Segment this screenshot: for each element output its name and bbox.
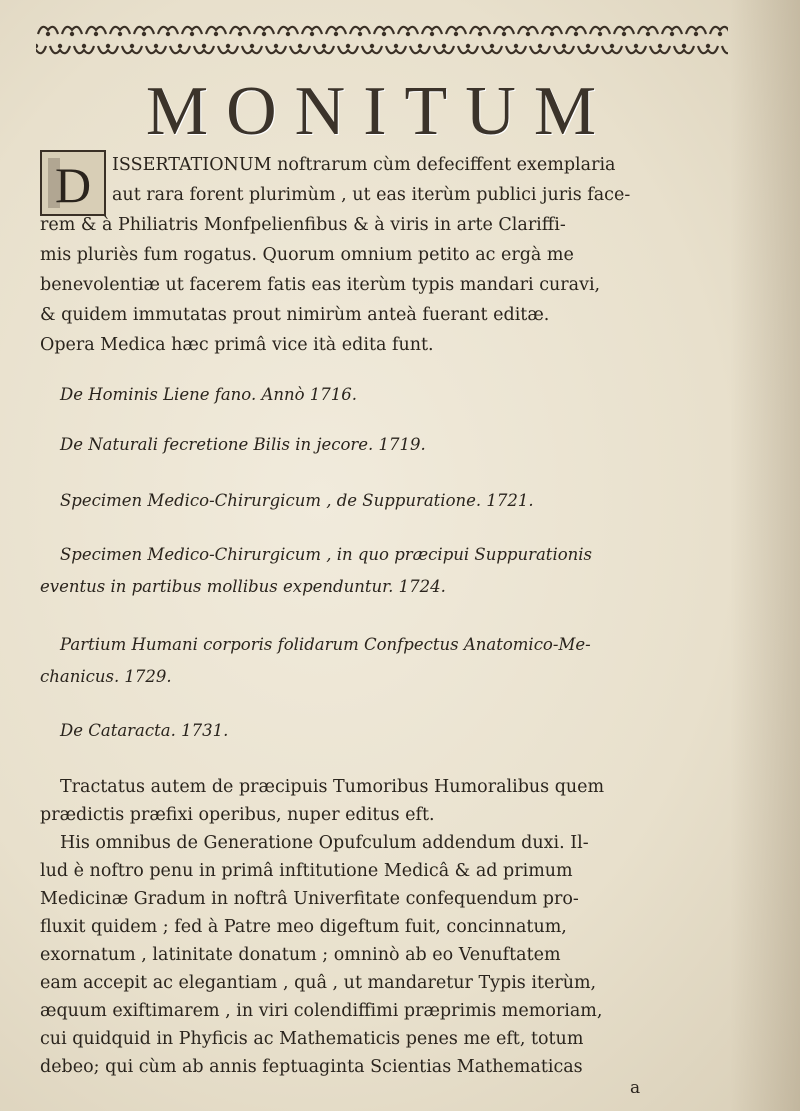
ornament-band xyxy=(36,20,728,60)
closing-line-9: æquum exiftimarem , in viri colendiffimi præprimis memoriam, xyxy=(40,1001,603,1021)
work-entry-2: De Naturali fecretione Bilis in jecore. 1719. xyxy=(60,435,426,454)
closing-line-11: debeo; qui cùm ab annis feptuaginta Scientias Mathematicas xyxy=(40,1057,583,1077)
work-entry-5b: chanicus. 1729. xyxy=(40,667,172,686)
intro-line-3: rem & à Philiatris Monfpelienfibus & à viris in arte Clariffi- xyxy=(40,215,566,235)
work-entry-1: De Hominis Liene fano. Annò 1716. xyxy=(60,385,358,404)
closing-line-3: His omnibus de Generatione Opufculum addendum duxi. Il- xyxy=(60,833,589,853)
closing-line-7: exornatum , latinitate donatum ; omninò ab eo Venuftatem xyxy=(40,945,561,965)
work-entry-4a: Specimen Medico-Chirurgicum , in quo præcipui Suppurationis xyxy=(60,545,593,564)
closing-line-4: lud è noftro penu in primâ inftitutione Medicâ & ad primum xyxy=(40,861,573,881)
closing-line-6: fluxit quidem ; fed à Patre meo digeftum fuit, concinnatum, xyxy=(40,917,567,937)
intro-line-7: Opera Medica hæc primâ vice ità edita funt. xyxy=(40,335,434,355)
work-entry-4b: eventus in partibus mollibus expenduntur. 1724. xyxy=(40,577,446,596)
closing-line-2: prædictis præfixi operibus, nuper editus eft. xyxy=(40,805,435,825)
decorated-initial-d xyxy=(40,150,106,216)
page-title: MONITUM xyxy=(145,73,615,150)
intro-line-6: & quidem immutatas prout nimirùm anteà fuerant editæ. xyxy=(40,305,550,325)
intro-line-4: mis pluriès fum rogatus. Quorum omnium petito ac ergà me xyxy=(40,245,574,265)
closing-line-5: Medicinæ Gradum in noftrâ Univerfitate confequendum pro- xyxy=(40,889,579,909)
work-entry-5a: Partium Humani corporis folidarum Confpectus Anatomico-Me- xyxy=(60,635,591,654)
closing-line-10: cui quidquid in Phyficis ac Mathematicis penes me eft, totum xyxy=(40,1029,584,1049)
closing-line-1: Tractatus autem de præcipuis Tumoribus Humoralibus quem xyxy=(60,777,605,797)
work-entry-6: De Cataracta. 1731. xyxy=(60,721,229,740)
intro-line-2: aut rara forent plurimùm , ut eas iterùm publici juris face- xyxy=(112,185,631,205)
intro-line-5: benevolentiæ ut facerem fatis eas iterùm typis mandari curavi, xyxy=(40,275,601,295)
signature-mark: a xyxy=(630,1078,641,1098)
intro-line-1: ISSERTATIONUM noftrarum cùm defeciffent exemplaria xyxy=(112,155,616,175)
work-entry-3: Specimen Medico-Chirurgicum , de Suppuratione. 1721. xyxy=(60,491,534,510)
closing-line-8: eam accepit ac elegantiam , quâ , ut mandaretur Typis iterùm, xyxy=(40,973,597,993)
dropcap-letter: D xyxy=(54,157,92,213)
